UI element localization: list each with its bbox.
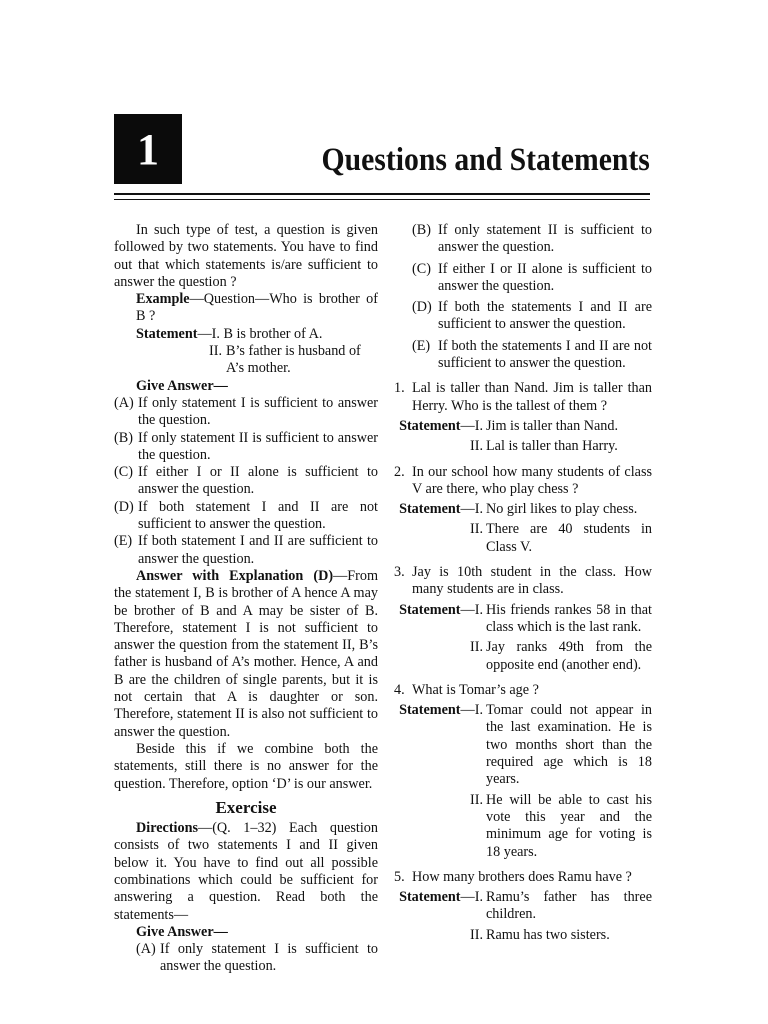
beside-paragraph: Beside this if we combine both the statements, still there is no answer for the question. Therefore, option ‘D’ is our answer.	[114, 740, 378, 792]
explanation-text: —From the statement I, B is brother of A hence A may be brother of B and A may be sister of B. Therefore, statement I is not sufficient to answer the question from the statement II, B’s father is husband of A’s mother. Hence, A and B are the children of single parents, but it is not certain that A is daughter or son. Therefore, statement II is also not sufficient to answer the question.	[114, 567, 378, 740]
question-2-statement-1: Statement—I. No girl likes to play chess.	[399, 501, 638, 518]
question-5: 5. How many brothers does Ramu have ?	[394, 868, 632, 885]
example-label: Example	[136, 291, 190, 308]
exercise-options	[394, 222, 652, 372]
option-a-exercise: (A) If only statement I is sufficient to answer the question.	[136, 941, 378, 975]
question-5-statement-2: II. Ramu has two sisters.	[470, 926, 610, 943]
intro-paragraph: In such type of test, a question is given followed by two statements. You have to find out that which statements is/are sufficient to answer the question ?	[114, 222, 378, 290]
chapter-title: Questions and Statements	[321, 142, 650, 178]
right-column	[394, 222, 652, 944]
question-4-statement-2: II. He will be able to cast his vote this year and the minimum age for voting is 18 years.	[470, 791, 652, 860]
question-2-statement-2: II. There are 40 students in Class V.	[470, 521, 652, 555]
option-a: (A) If only statement I is sufficient to answer the question.	[114, 394, 378, 429]
option-d-exercise: (D) If both the statements I and II are sufficient to answer the question.	[412, 299, 652, 333]
question-1-statement-1: Statement—I. Jim is taller than Nand.	[399, 417, 618, 434]
option-e: (E) If both statement I and II are sufficient to answer the question.	[114, 533, 378, 567]
directions-paragraph	[114, 820, 378, 924]
answer-options	[114, 395, 378, 568]
statement-1-text: —I. B is brother of A.	[197, 325, 323, 342]
example-statement-2	[114, 343, 378, 378]
chapter-number: 1	[137, 124, 159, 174]
example-statement-1	[114, 326, 378, 343]
question-2: 2. In our school how many students of class V are there, who play chess ?	[394, 463, 652, 497]
explanation-paragraph	[114, 568, 378, 741]
statement-label: Statement	[136, 325, 198, 342]
question-3-statement-1: Statement—I. His friends rankes 58 in that class which is the last rank.	[399, 601, 652, 635]
question-4: 4. What is Tomar’s age ?	[394, 681, 539, 698]
exercise-heading: Exercise	[215, 797, 277, 817]
option-d: (D) If both statement I and II are not sufficient to answer the question.	[114, 498, 378, 533]
directions-text: —(Q. 1–32) Each question consists of two statements I and II given below it. You have to find out all possible combinations which could be sufficient for answering a question. Read both the statements—	[114, 820, 378, 923]
option-c-exercise: (C) If either I or II alone is sufficient to answer the question.	[412, 260, 652, 294]
example-line	[114, 291, 378, 326]
question-5-statement-1: Statement—I. Ramu’s father has three children.	[399, 889, 652, 923]
example-text: —Question—Who is brother of B ?	[136, 291, 378, 325]
chapter-number-box	[114, 114, 182, 184]
option-e-exercise: (E) If both the statements I and II are not sufficient to answer the question.	[412, 337, 652, 372]
option-c: (C) If either I or II alone is sufficient to answer the question.	[114, 464, 378, 498]
title-rule-thick	[114, 193, 650, 195]
option-b-exercise: (B) If only statement II is sufficient to answer the question.	[412, 222, 652, 256]
question-4-statement-1: Statement—I. Tomar could not appear in the last examination. He is two months short than the required age which is 18 years.	[399, 702, 652, 788]
left-column	[114, 222, 378, 976]
directions-label: Directions	[136, 820, 198, 837]
give-answer-heading: Give Answer—	[136, 377, 228, 394]
question-1-statement-2: II. Lal is taller than Harry.	[470, 438, 618, 455]
question-1: 1. Lal is taller than Nand. Jim is taller than Herry. Who is the tallest of them ?	[394, 380, 652, 414]
statement-2-num: II.	[209, 343, 222, 360]
statement-2-text: B’s father is husband of A’s mother.	[226, 343, 361, 377]
give-answer-heading-2: Give Answer—	[136, 923, 228, 940]
option-b: (B) If only statement II is sufficient to answer the question.	[114, 429, 378, 463]
question-3-statement-2: II. Jay ranks 49th from the opposite end (another end).	[470, 639, 652, 673]
title-rule-thin	[114, 199, 650, 200]
explanation-label: Answer with Explanation (D)	[136, 567, 334, 584]
question-3: 3. Jay is 10th student in the class. How many students are in class.	[394, 564, 652, 598]
